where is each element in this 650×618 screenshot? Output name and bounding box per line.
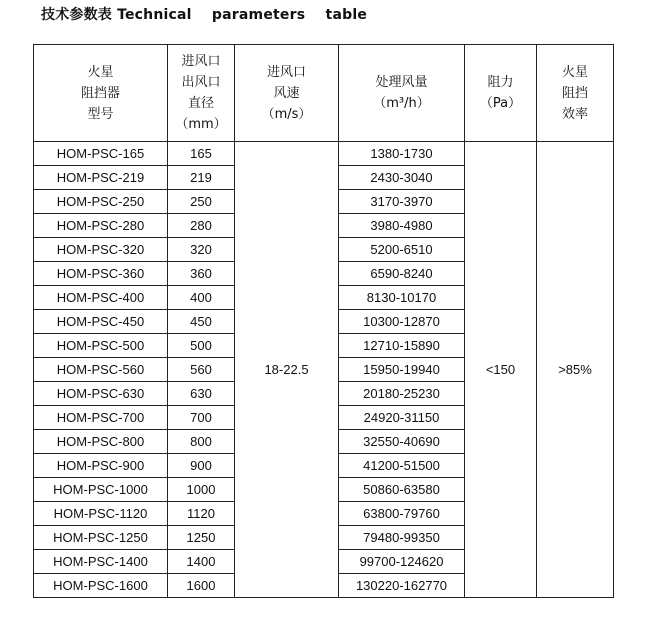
- airflow-cell: 15950-19940: [339, 358, 465, 382]
- diameter-cell: 560: [168, 358, 235, 382]
- airflow-cell: 3980-4980: [339, 214, 465, 238]
- airflow-cell: 3170-3970: [339, 190, 465, 214]
- header-efficiency: [537, 45, 614, 142]
- header-line: 直径: [187, 96, 214, 111]
- header-line: 阻挡器: [80, 85, 120, 101]
- header-line: （m³/h）: [373, 96, 430, 111]
- diameter-cell: 1250: [168, 526, 235, 550]
- diameter-cell: 320: [168, 238, 235, 262]
- airflow-cell: 79480-99350: [339, 526, 465, 550]
- model-cell: HOM-PSC-360: [34, 262, 168, 286]
- diameter-cell: 250: [168, 190, 235, 214]
- model-cell: HOM-PSC-250: [34, 190, 168, 214]
- table-row: [34, 142, 614, 166]
- header-inlet-velocity: [235, 45, 339, 142]
- diameter-cell: 219: [168, 166, 235, 190]
- diameter-cell: 500: [168, 334, 235, 358]
- model-cell: HOM-PSC-630: [34, 382, 168, 406]
- model-cell: HOM-PSC-1600: [34, 574, 168, 598]
- model-cell: HOM-PSC-700: [34, 406, 168, 430]
- airflow-cell: 5200-6510: [339, 238, 465, 262]
- airflow-cell: 2430-3040: [339, 166, 465, 190]
- model-cell: HOM-PSC-800: [34, 430, 168, 454]
- airflow-cell: 12710-15890: [339, 334, 465, 358]
- header-line: 出风口: [181, 75, 221, 90]
- model-cell: HOM-PSC-1250: [34, 526, 168, 550]
- header-line: 火星: [87, 64, 114, 80]
- header-resistance: [465, 45, 537, 142]
- diameter-cell: 1400: [168, 550, 235, 574]
- header-model: [34, 45, 168, 142]
- model-cell: HOM-PSC-900: [34, 454, 168, 478]
- airflow-cell: 63800-79760: [339, 502, 465, 526]
- header-line: 效率: [561, 106, 588, 122]
- diameter-cell: 900: [168, 454, 235, 478]
- header-line: （m/s）: [261, 106, 312, 122]
- header-line: 阻力: [487, 75, 514, 90]
- model-cell: HOM-PSC-219: [34, 166, 168, 190]
- header-line: 阻挡: [561, 85, 588, 101]
- airflow-cell: 6590-8240: [339, 262, 465, 286]
- airflow-cell: 130220-162770: [339, 574, 465, 598]
- model-cell: HOM-PSC-280: [34, 214, 168, 238]
- airflow-cell: 24920-31150: [339, 406, 465, 430]
- inlet-velocity-cell: 18-22.5: [235, 142, 339, 598]
- model-cell: HOM-PSC-450: [34, 310, 168, 334]
- header-line: （mm）: [175, 117, 227, 132]
- diameter-cell: 1000: [168, 478, 235, 502]
- efficiency-cell: >85%: [537, 142, 614, 598]
- diameter-cell: 450: [168, 310, 235, 334]
- header-airflow: [339, 45, 465, 142]
- page-title: 技术参数表 Technical parameters table: [41, 7, 368, 23]
- airflow-cell: 8130-10170: [339, 286, 465, 310]
- airflow-cell: 10300-12870: [339, 310, 465, 334]
- header-line: 处理风量: [375, 75, 428, 90]
- diameter-cell: 280: [168, 214, 235, 238]
- model-cell: HOM-PSC-320: [34, 238, 168, 262]
- header-diameter: [168, 45, 235, 142]
- diameter-cell: 700: [168, 406, 235, 430]
- airflow-cell: 41200-51500: [339, 454, 465, 478]
- diameter-cell: 165: [168, 142, 235, 166]
- airflow-cell: 32550-40690: [339, 430, 465, 454]
- table-body: [34, 142, 614, 598]
- header-line: （Pa）: [479, 96, 522, 111]
- header-line: 型号: [87, 106, 114, 122]
- resistance-cell: <150: [465, 142, 537, 598]
- parameters-table: [33, 44, 614, 598]
- model-cell: HOM-PSC-165: [34, 142, 168, 166]
- model-cell: HOM-PSC-400: [34, 286, 168, 310]
- diameter-cell: 1600: [168, 574, 235, 598]
- header-line: 火星: [561, 64, 588, 80]
- airflow-cell: 1380-1730: [339, 142, 465, 166]
- header-line: 风速: [273, 85, 300, 101]
- airflow-cell: 99700-124620: [339, 550, 465, 574]
- header-row: [34, 45, 614, 142]
- header-line: 进风口: [266, 64, 306, 80]
- airflow-cell: 20180-25230: [339, 382, 465, 406]
- model-cell: HOM-PSC-1400: [34, 550, 168, 574]
- model-cell: HOM-PSC-1120: [34, 502, 168, 526]
- model-cell: HOM-PSC-1000: [34, 478, 168, 502]
- model-cell: HOM-PSC-560: [34, 358, 168, 382]
- diameter-cell: 800: [168, 430, 235, 454]
- airflow-cell: 50860-63580: [339, 478, 465, 502]
- diameter-cell: 1120: [168, 502, 235, 526]
- model-cell: HOM-PSC-500: [34, 334, 168, 358]
- diameter-cell: 630: [168, 382, 235, 406]
- diameter-cell: 360: [168, 262, 235, 286]
- diameter-cell: 400: [168, 286, 235, 310]
- header-line: 进风口: [181, 54, 221, 69]
